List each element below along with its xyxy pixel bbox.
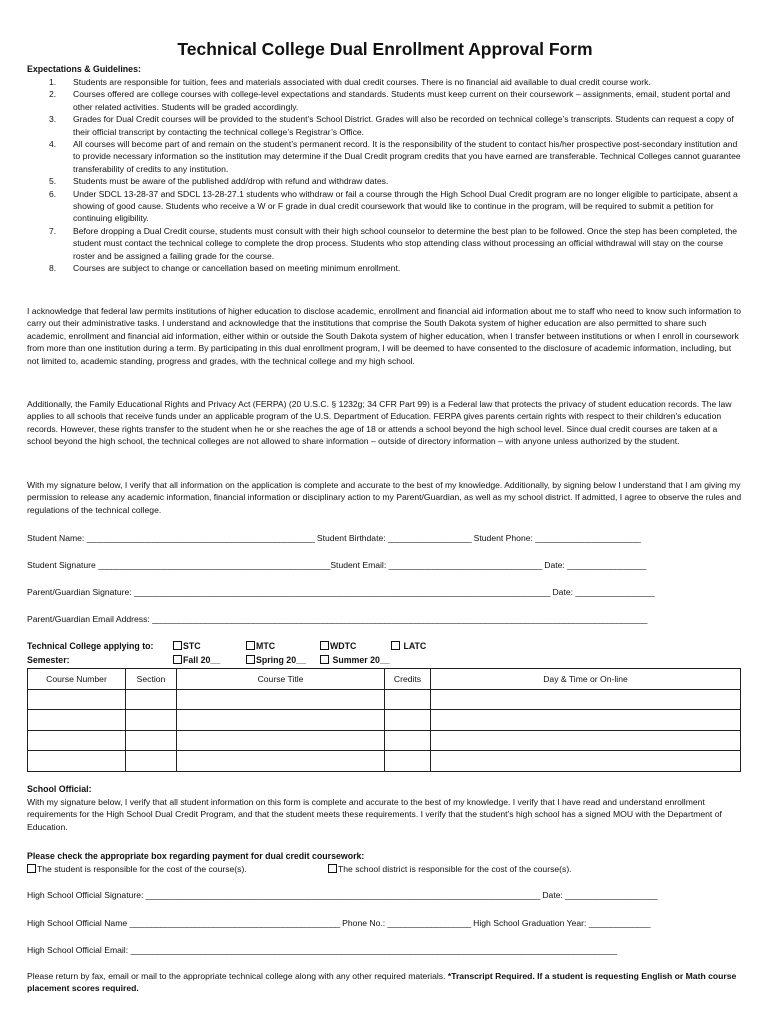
guideline-text: Under SDCL 13-28-37 and SDCL 13-28-27.1 students who withdraw or fail a course through the High School Dual Credit program are no longer eligible to participate, absent a showing of good cause. Students who receive a W or F grade in dual credit coursework that would like to continue in the program, will be required to submit a petition for continuing eligibility. [73, 188, 738, 224]
payment-options-row [27, 863, 572, 875]
table-row [28, 710, 741, 731]
section-cell[interactable] [126, 689, 177, 710]
parent-email-field[interactable]: _________________________________________________________________________________________________________________ [152, 614, 648, 624]
student-phone-label: Student Phone: [473, 533, 533, 543]
guideline-item [27, 76, 743, 88]
payment-option-district[interactable]: The school district is responsible for the cost of the course(s). [328, 863, 572, 875]
section-cell[interactable] [126, 751, 177, 772]
school-official-paragraph: With my signature below, I verify that all student information on this form is complete and accurate to the best of my knowledge. I verify that I have read and understand enrollment requirements for the High School Dual Credit Program, and that the student meets these requirements. I verify that the student’s high school has a signed MOU with the Department of Education. [27, 797, 722, 832]
student-birthdate-field[interactable]: ___________________ [388, 533, 472, 543]
footer-note [27, 970, 743, 995]
student-info-row-1 [27, 532, 640, 544]
credits-cell[interactable] [385, 751, 431, 772]
guideline-text: Before dropping a Dual Credit course, students must consult with their high school counselor to determine the best plan to be followed. Once the step has been completed, the student must contact the technical college to complete the drop process. Students who stop attending class without processing an official withdrawal will stay on the course roster and be assigned a failing grade for the course. [73, 225, 738, 261]
guideline-text: Grades for Dual Credit courses will be provided to the student’s School District. Grades will also be recorded on technical college’s transcripts. Students can request a copy of their official transcript by contacting the technical college’s Registrar’s Office. [73, 114, 734, 137]
credits-cell[interactable] [385, 710, 431, 731]
course-title-cell[interactable] [177, 689, 385, 710]
parent-signature-field[interactable]: _______________________________________________________________________________________________ [134, 587, 551, 597]
school-official-heading: School Official: [27, 784, 92, 794]
hs-name-label: High School Official Name [27, 918, 128, 928]
signature-consent-paragraph: With my signature below, I verify that all information on the application is complete and accurate to the best of my knowledge. Additionally, by signing below I understand that I am giving my permission to release any academic information, financial information or disciplinary action to my Parent/Guardian, as well as my school district. If admitted, I agree to observe the rules and regulations of the technical college. [27, 480, 742, 515]
parent-date-field[interactable]: __________________ [575, 587, 655, 597]
college-option-wdtc[interactable]: WDTC [320, 640, 356, 652]
college-selection-row [27, 640, 427, 652]
checkbox-icon[interactable] [328, 864, 337, 873]
guideline-item [27, 175, 743, 187]
page-title: Technical College Dual Enrollment Approval Form [177, 39, 593, 59]
hs-email-field[interactable]: _______________________________________________________________________________________________________________ [130, 945, 617, 955]
student-info-row-2 [27, 559, 646, 571]
guideline-item [27, 225, 743, 262]
course-number-cell[interactable] [28, 730, 126, 751]
hs-name-field[interactable]: ________________________________________________ [129, 918, 340, 928]
course-number-cell[interactable] [28, 710, 126, 731]
col-course-title: Course Title [177, 669, 385, 690]
section-cell[interactable] [126, 710, 177, 731]
hs-graduation-label: High School Graduation Year: [473, 918, 587, 928]
guideline-text: Students must be aware of the published add/drop with refund and withdraw dates. [73, 176, 389, 187]
table-row [28, 689, 741, 710]
guideline-item [27, 113, 743, 138]
acknowledgement-paragraph: I acknowledge that federal law permits institutions of higher education to disclose academic, enrollment and financial aid information about me to staff who need to know such information to carry out their administrative tasks. I understand and acknowledge that the institutions that comprise the South Dakota system of higher education are also permitted to share such academic, enrollment and financial aid information, either within or outside the South Dakota system of higher education, when I transfer between institutions or when I enroll in coursework from more than one institution during a term. By participating in this dual enrollment program, I will be deemed to have consented to the disclosure of academic information, including, but not limited to, academic standing, progress and grades, with the technical college and my high school. [27, 306, 742, 366]
day-time-cell[interactable] [431, 710, 741, 731]
guideline-text: Students are responsible for tuition, fees and materials associated with dual credit courses. There is no financial aid available to dual credit course work. [73, 77, 651, 87]
guideline-number: 6. [49, 188, 57, 199]
section-cell[interactable] [126, 730, 177, 751]
college-label: Technical College applying to: [27, 641, 154, 651]
checkbox-icon[interactable] [246, 641, 255, 650]
guideline-item [27, 138, 743, 175]
guideline-item [27, 188, 743, 225]
parent-date-label: Date: [552, 587, 573, 597]
semester-option-fall[interactable]: Fall 20__ [173, 654, 220, 666]
day-time-cell[interactable] [431, 751, 741, 772]
semester-label: Semester: [27, 655, 70, 665]
parent-signature-row [27, 586, 654, 598]
hs-graduation-field[interactable]: ______________ [588, 918, 651, 928]
day-time-cell[interactable] [431, 689, 741, 710]
hs-date-label: Date: [542, 890, 563, 900]
payment-option-student[interactable]: The student is responsible for the cost of the course(s). [27, 864, 247, 874]
hs-signature-label: High School Official Signature: [27, 890, 144, 900]
footer-transcript-note: *Transcript Required. If a student is requesting English or Math course placement scores required. [27, 971, 737, 994]
guideline-number: 4. [49, 139, 57, 150]
semester-selection-row [27, 654, 390, 666]
expectations-heading: Expectations & Guidelines: [27, 64, 141, 74]
student-date-field[interactable]: __________________ [567, 560, 647, 570]
course-table-header-row [28, 669, 741, 690]
checkbox-icon[interactable] [320, 641, 329, 650]
guideline-number: 1. [49, 77, 57, 87]
student-date-label: Date: [544, 560, 565, 570]
course-number-cell[interactable] [28, 689, 126, 710]
table-row [28, 730, 741, 751]
college-option-stc[interactable]: STC [173, 640, 201, 652]
student-phone-field[interactable]: ________________________ [535, 533, 641, 543]
hs-phone-field[interactable]: ___________________ [387, 918, 471, 928]
course-title-cell[interactable] [177, 730, 385, 751]
student-birthdate-label: Student Birthdate: [316, 533, 386, 543]
hs-email-row [27, 944, 617, 956]
checkbox-icon[interactable] [173, 655, 182, 664]
guideline-item [27, 88, 743, 113]
guideline-item [27, 262, 743, 274]
semester-option-summer[interactable]: Summer 20__ [320, 654, 390, 666]
guideline-number: 2. [49, 89, 57, 100]
course-title-cell[interactable] [177, 751, 385, 772]
payment-heading: Please check the appropriate box regarding payment for dual credit coursework: [27, 851, 365, 861]
student-email-label: Student Email: [330, 560, 387, 570]
guideline-text: Courses are subject to change or cancellation based on meeting minimum enrollment. [73, 263, 401, 274]
guidelines-list [27, 76, 743, 275]
student-name-field[interactable]: ____________________________________________________ [86, 533, 315, 543]
credits-cell[interactable] [385, 730, 431, 751]
course-number-cell[interactable] [28, 751, 126, 772]
student-email-field[interactable]: ___________________________________ [388, 560, 542, 570]
student-signature-label: Student Signature [27, 560, 96, 570]
col-course-number: Course Number [28, 669, 126, 690]
semester-option-spring[interactable]: Spring 20__ [246, 654, 306, 666]
hs-email-label: High School Official Email: [27, 945, 129, 955]
course-title-cell[interactable] [177, 710, 385, 731]
hs-phone-label: Phone No.: [342, 918, 386, 928]
guideline-number: 8. [49, 263, 57, 274]
footer-note-text: Please return by fax, email or mail to the appropriate technical college along with any other required materials. [27, 971, 446, 981]
table-row [28, 751, 741, 772]
hs-signature-field[interactable]: __________________________________________________________________________________________ [145, 890, 540, 900]
student-name-label: Student Name: [27, 533, 85, 543]
college-option-mtc[interactable]: MTC [246, 640, 275, 652]
college-option-latc[interactable]: LATC [391, 640, 426, 652]
parent-email-row [27, 613, 647, 625]
course-table [27, 668, 741, 772]
checkbox-icon[interactable] [320, 655, 329, 664]
hs-name-row [27, 917, 650, 929]
parent-signature-label: Parent/Guardian Signature: [27, 587, 132, 597]
guideline-number: 7. [49, 225, 57, 236]
checkbox-icon[interactable] [246, 655, 255, 664]
guideline-number: 3. [49, 114, 57, 125]
col-section: Section [126, 669, 177, 690]
student-signature-field[interactable]: _____________________________________________________ [98, 560, 331, 570]
ferpa-paragraph: Additionally, the Family Educational Rights and Privacy Act (FERPA) (20 U.S.C. § 1232g; 34 CFR Part 99) is a Federal law that protects the privacy of student education records. The law applies to all schools that receive funds under an applicable program of the U.S. Department of Education. FERPA gives parents certain rights with respect to their children's education records. However, these rights transfer to the student when he or she reaches the age of 18 or attends a school beyond the high school level. Since dual credit courses are taken at a school beyond the high school, the technical colleges are not allowed to share information – outside of directory information – with anyone unless authorized by the student. [27, 399, 732, 447]
hs-date-field[interactable]: _____________________ [565, 890, 658, 900]
col-credits: Credits [385, 669, 431, 690]
checkbox-icon[interactable] [173, 641, 182, 650]
checkbox-icon[interactable] [391, 641, 400, 650]
hs-signature-row [27, 889, 657, 901]
parent-email-label: Parent/Guardian Email Address: [27, 614, 150, 624]
guideline-text: All courses will become part of and remain on the student’s permanent record. It is the responsibility of the student to contact his/her prospective post-secondary institution and to provide necessary information so the institution may determine if the Dual Credit program credits that you have earned are transferable. Technical Colleges cannot guarantee transferability of credits to any institution. [73, 139, 741, 174]
checkbox-icon[interactable] [27, 864, 36, 873]
guideline-number: 5. [49, 176, 57, 187]
col-day-time: Day & Time or On-line [431, 669, 741, 690]
credits-cell[interactable] [385, 689, 431, 710]
day-time-cell[interactable] [431, 730, 741, 751]
guideline-text: Courses offered are college courses with college-level expectations and standards. Students must keep current on their coursework – assignments, email, student portal and other related activities. Students will be graded accordingly. [73, 89, 731, 112]
